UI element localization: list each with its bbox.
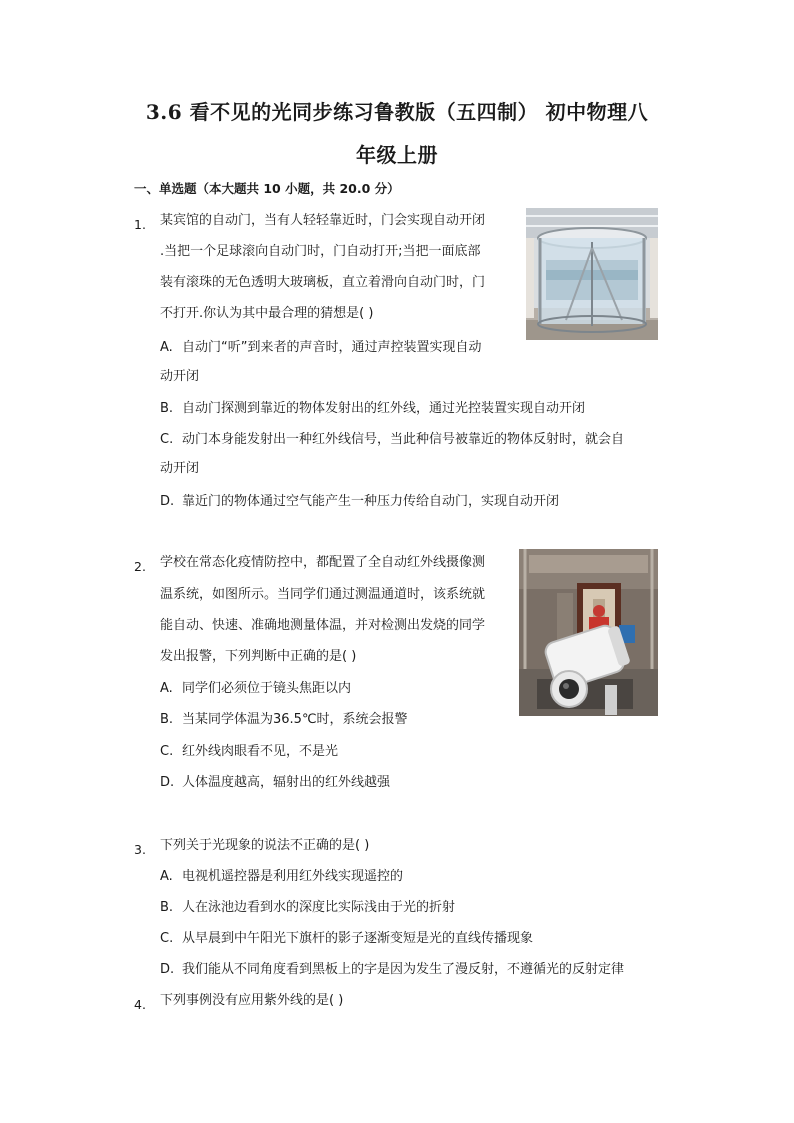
document-title-line2: 年级上册: [356, 143, 438, 167]
question-1-option-a-cont: 动开闭: [160, 369, 200, 384]
question-4-stem-line: 下列事例没有应用紫外线的是( ): [160, 993, 344, 1008]
option-letter: C.: [160, 744, 174, 759]
option-text: 从早晨到中午阳光下旗杆的影子逐渐变短是光的直线传播现象: [182, 931, 534, 946]
question-1-option-a: [160, 339, 481, 357]
question-2-option-c: [160, 743, 338, 761]
option-letter: B.: [160, 900, 174, 915]
option-letter: B.: [160, 401, 174, 416]
question-1-option-c: [160, 431, 624, 449]
option-letter: C.: [160, 432, 174, 447]
option-text: 自动门探测到靠近的物体发射出的红外线，通过光控装置实现自动开闭: [182, 401, 586, 416]
question-2-option-a: [160, 680, 351, 698]
question-3-option-c: [160, 930, 533, 948]
option-letter: A.: [160, 869, 173, 884]
option-letter: B.: [160, 712, 174, 727]
question-1-option-b: [160, 400, 585, 418]
question-1-option-d: [160, 493, 559, 511]
option-letter: D.: [160, 962, 175, 977]
question-2-stem-line: 温系统，如图所示。当同学们通过测温通道时，该系统就: [160, 587, 486, 602]
question-3-number: 3.: [134, 842, 146, 857]
option-text: 电视机遥控器是利用红外线实现遥控的: [182, 869, 404, 884]
question-3-option-b: [160, 899, 455, 917]
question-1-option-c-cont: 动开闭: [160, 461, 200, 476]
question-1-stem-line: 装有滚珠的无色透明大玻璃板，直立着滑向自动门时，门: [160, 275, 486, 290]
question-4-number: 4.: [134, 997, 146, 1012]
option-text: 红外线肉眼看不见，不是光: [182, 744, 339, 759]
question-1-stem-line: 不打开.你认为其中最合理的猜想是( ): [160, 306, 374, 321]
option-text: 自动门“听”到来者的声音时，通过声控装置实现自动: [182, 340, 482, 355]
document-title-line1: 3.6 看不见的光同步练习鲁教版（五四制） 初中物理八: [145, 100, 649, 124]
section-heading: 一、单选题（本大题共 10 小题，共 20.0 分）: [134, 181, 400, 196]
question-1-stem-line: 某宾馆的自动门，当有人轻轻靠近时，门会实现自动开闭: [160, 213, 486, 228]
question-2-option-b: [160, 711, 408, 729]
question-1-number: 1.: [134, 217, 146, 232]
question-3-stem-line: 下列关于光现象的说法不正确的是( ): [160, 838, 370, 853]
question-2-number: 2.: [134, 559, 146, 574]
option-letter: C.: [160, 931, 174, 946]
option-text: 我们能从不同角度看到黑板上的字是因为发生了漫反射，不遵循光的反射定律: [182, 962, 625, 977]
question-2-stem-line: 发出报警，下列判断中正确的是( ): [160, 649, 357, 664]
question-3-option-a: [160, 868, 403, 886]
option-text: 同学们必须位于镜头焦距以内: [182, 681, 352, 696]
option-text: 动门本身能发射出一种红外线信号，当此种信号被靠近的物体反射时，就会自: [182, 432, 625, 447]
option-letter: A.: [160, 340, 173, 355]
option-letter: A.: [160, 681, 173, 696]
revolving-door-photo: [526, 208, 658, 340]
question-2-stem-line: 能自动、快速、准确地测量体温，并对检测出发烧的同学: [160, 618, 486, 633]
option-letter: D.: [160, 775, 175, 790]
option-text: 靠近门的物体通过空气能产生一种压力传给自动门，实现自动开闭: [182, 494, 560, 509]
option-text: 当某同学体温为36.5℃时，系统会报警: [182, 712, 408, 727]
question-1-stem-line: .当把一个足球滚向自动门时，门自动打开;当把一面底部: [160, 244, 481, 259]
question-2-stem-line: 学校在常态化疫情防控中，都配置了全自动红外线摄像测: [160, 555, 486, 570]
option-letter: D.: [160, 494, 175, 509]
option-text: 人在泳池边看到水的深度比实际浅由于光的折射: [182, 900, 456, 915]
question-2-option-d: [160, 774, 390, 792]
thermal-camera-photo: [519, 549, 658, 716]
option-text: 人体温度越高，辐射出的红外线越强: [182, 775, 391, 790]
question-3-option-d: [160, 961, 624, 979]
